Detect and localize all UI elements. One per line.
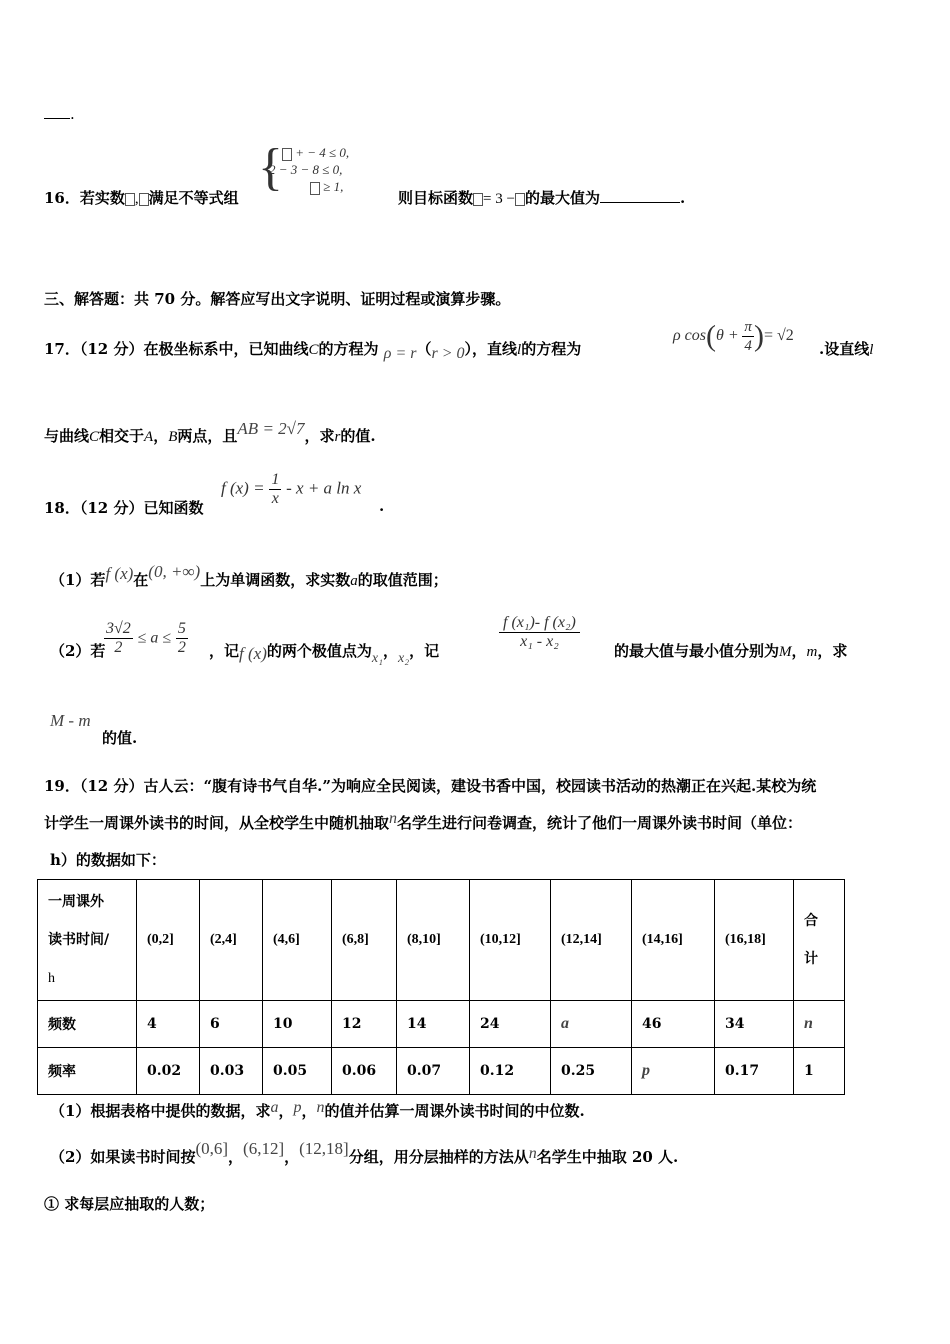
interval-cell: (10,12] — [470, 880, 551, 1001]
ab-length: AB = 2√7 — [237, 419, 305, 438]
q16-constraint-1: + − 4 ≤ 0, — [282, 146, 349, 161]
q16-number: 16． — [44, 189, 80, 207]
table-cell: 0.17 — [715, 1048, 794, 1095]
q17-line-1: 17．（12 分）在极坐标系中，已知曲线C的方程为 ρ = r（r > 0），直线l的方程为 — [44, 340, 582, 362]
reading-time-table — [37, 879, 845, 1095]
table-cell: 0.02 — [137, 1048, 200, 1095]
q18-part1: （1）若f (x)在(0, +∞)上为单调函数，求实数a的取值范围； — [50, 562, 448, 589]
placeholder-glyph — [125, 193, 135, 206]
function-definition: f (x) = $\frac{1}{x}$ - x + a ln x — [221, 471, 362, 507]
prev-blank: . — [44, 104, 75, 123]
q18-part2-text: ，记f (x)的两个极值点为x₁，x₂，记 — [209, 642, 440, 666]
table-cell: 10 — [263, 1001, 332, 1048]
interval-cell: (2,4] — [200, 880, 263, 1001]
M-minus-m: M - m — [50, 711, 91, 730]
system-brace: { — [258, 139, 283, 196]
table-cell: 14 — [397, 1001, 470, 1048]
table-header-row — [38, 880, 845, 1001]
table-header-label: 一周课外 读书时间/ h — [38, 880, 137, 1001]
frequency-rate-row — [38, 1048, 845, 1095]
q19-number: 19．（12 分） — [44, 777, 144, 795]
table-cell: 0.12 — [470, 1048, 551, 1095]
table-cell: 0.25 — [551, 1048, 632, 1095]
q19-part1: （1）根据表格中提供的数据，求a，p，n的值并估算一周课外读书时间的中位数. — [50, 1099, 585, 1120]
difference-quotient: $\frac{\text{f (x₁)- f (x₂)}}{\text{x₁ - x₂}}$ — [499, 614, 580, 651]
table-cell: 34 — [715, 1001, 794, 1048]
interval-cell: (8,10] — [397, 880, 470, 1001]
interval-cell: (0,2] — [137, 880, 200, 1001]
table-cell: 0.03 — [200, 1048, 263, 1095]
placeholder-glyph — [139, 193, 149, 206]
q19-line-1: 19．（12 分）古人云：“腹有诗书气自华.”为响应全民阅读，建设书香中国，校园读书活动的热潮正在兴起.某校为统 — [44, 777, 817, 795]
interval-cell: (14,16] — [632, 880, 715, 1001]
row-label: 频率 — [38, 1048, 137, 1095]
answer-blank[interactable] — [600, 188, 680, 203]
q17-number: 17．（12 分） — [44, 340, 144, 358]
total-header: 合 计 — [794, 880, 845, 1001]
table-cell: p — [632, 1048, 715, 1095]
interval-cell: (16,18] — [715, 880, 794, 1001]
table-cell: 0.07 — [397, 1048, 470, 1095]
table-cell: 46 — [632, 1001, 715, 1048]
table-cell: 24 — [470, 1001, 551, 1048]
q16-constraint-2: 2 − 3 − 8 ≤ 0, — [269, 162, 343, 177]
curve-equation: ρ = r — [383, 345, 417, 362]
interval-cell: (12,14] — [551, 880, 632, 1001]
q19-sub1: ① 求每层应抽取的人数； — [44, 1195, 215, 1213]
table-cell: 6 — [200, 1001, 263, 1048]
table-cell: 1 — [794, 1048, 845, 1095]
table-cell: n — [794, 1001, 845, 1048]
row-label: 频数 — [38, 1001, 137, 1048]
a-range: $\frac{3√2}{2}$ ≤ a ≤ $\frac{5}{2}$ — [106, 620, 186, 656]
table-cell: 4 — [137, 1001, 200, 1048]
q17-line-2: 与曲线C相交于A，B两点，且AB = 2√7，求r的值. — [44, 419, 376, 445]
q18-part2-label: （2）若 — [50, 642, 106, 660]
table-cell: 0.05 — [263, 1048, 332, 1095]
q16-line: 16．若实数 , 满足不等式组 — [44, 189, 239, 207]
q16-constraint-3: ≥ 1, — [310, 180, 343, 195]
q19-line-2: 计学生一周课外读书的时间，从全校学生中随机抽取n名学生进行问卷调查，统计了他们一周课外读书时间（单位： — [44, 810, 803, 832]
interval-cell: (4,6] — [263, 880, 332, 1001]
q18-number: 18．（12 分） — [44, 499, 144, 517]
frequency-count-row — [38, 1001, 845, 1048]
q19-part2: （2）如果读书时间按(0,6]，(6,12]，(12,18]分组，用分层抽样的方法从n名学生中抽取 20 人. — [50, 1139, 679, 1166]
q19-line-3: h）的数据如下： — [50, 851, 166, 869]
interval-cell: (6,8] — [332, 880, 397, 1001]
table-cell: a — [551, 1001, 632, 1048]
section-title: 三、解答题：共 70 分。解答应写出文字说明、证明过程或演算步骤。 — [44, 290, 511, 308]
q18-part2-tail: 的最大值与最小值分别为M，m，求 — [614, 642, 848, 660]
line-equation: ρ cos(θ + $\frac{\pi}{4}$ )= √2 — [673, 319, 794, 354]
q17-line-1-tail: .设直线l — [819, 340, 874, 358]
table-cell: 0.06 — [332, 1048, 397, 1095]
q16-line-tail: 则目标函数 = 3 − 的最大值为 . — [398, 189, 686, 207]
table-cell: 12 — [332, 1001, 397, 1048]
q18-line: 18．（12 分）已知函数 — [44, 499, 204, 517]
